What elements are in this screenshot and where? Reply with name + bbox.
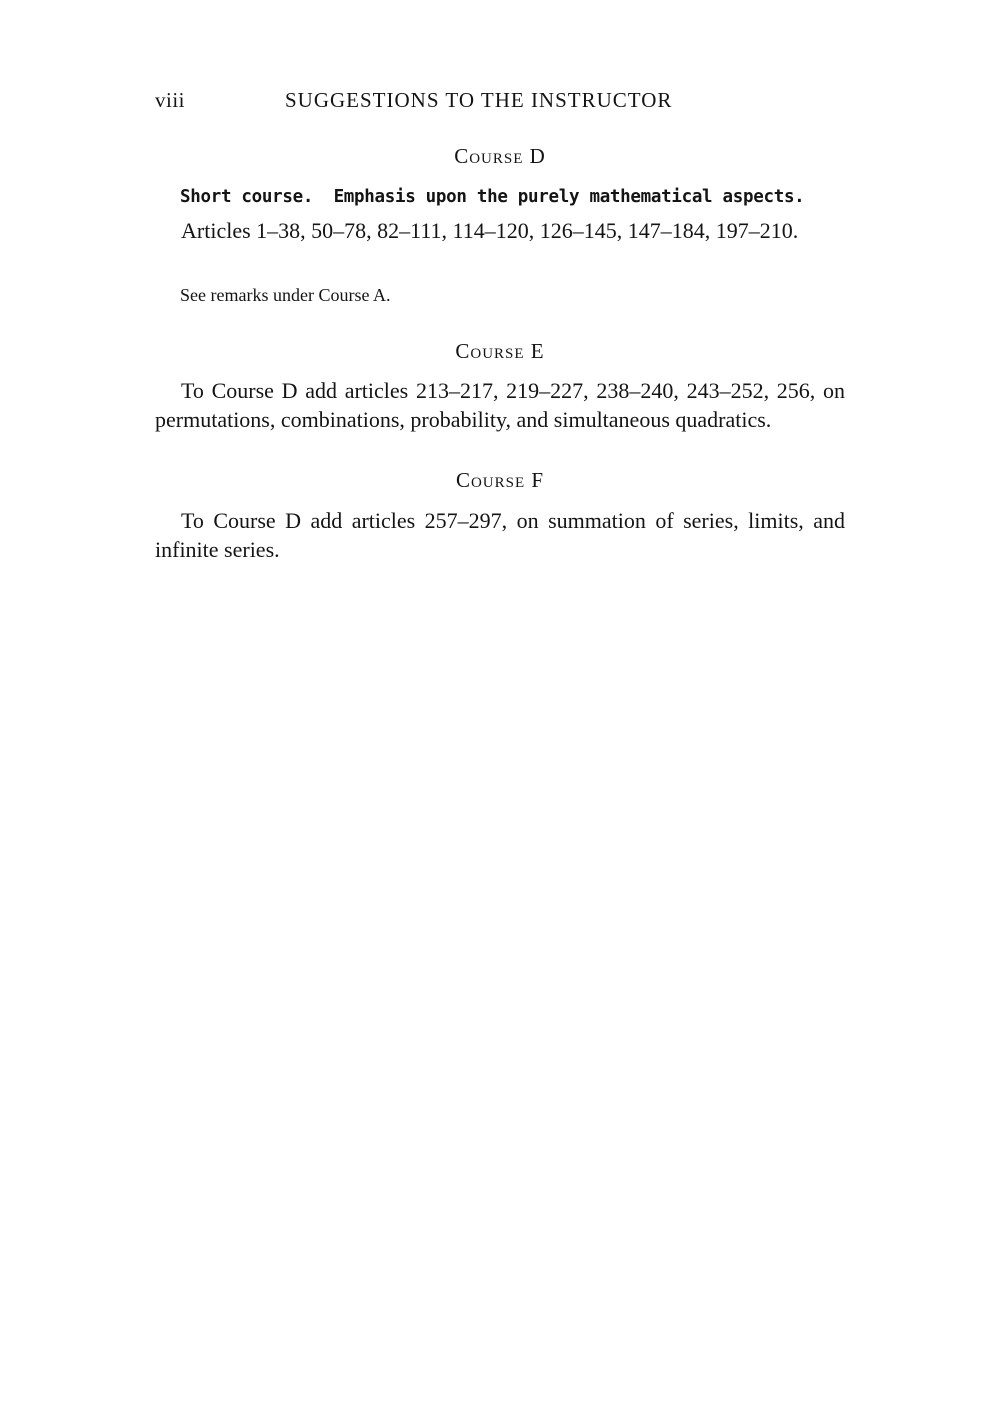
course-d-remark: See remarks under Course A. — [180, 285, 391, 305]
running-title: SUGGESTIONS TO THE INSTRUCTOR — [285, 88, 673, 112]
course-f-text: To Course D add articles 257–297, on summation of series, limits, and infinite series. — [155, 508, 845, 562]
page-number: viii — [155, 88, 186, 112]
running-head — [155, 88, 845, 118]
emphasis-text: Emphasis upon the purely mathematical aspects. — [333, 187, 805, 207]
course-d-heading: Course D — [454, 144, 546, 168]
course-d-description — [180, 187, 845, 207]
course-e-text: To Course D add articles 213–217, 219–227, 238–240, 243–252, 256, on permutations, combinations, probability, and simultaneous quadratics. — [155, 378, 845, 432]
short-course-label: Short course. — [180, 187, 314, 207]
course-d-articles: Articles 1–38, 50–78, 82–111, 114–120, 126–145, 147–184, 197–210. — [181, 218, 799, 243]
course-e-heading: Course E — [455, 339, 545, 363]
course-f-heading: Course F — [455, 468, 545, 492]
